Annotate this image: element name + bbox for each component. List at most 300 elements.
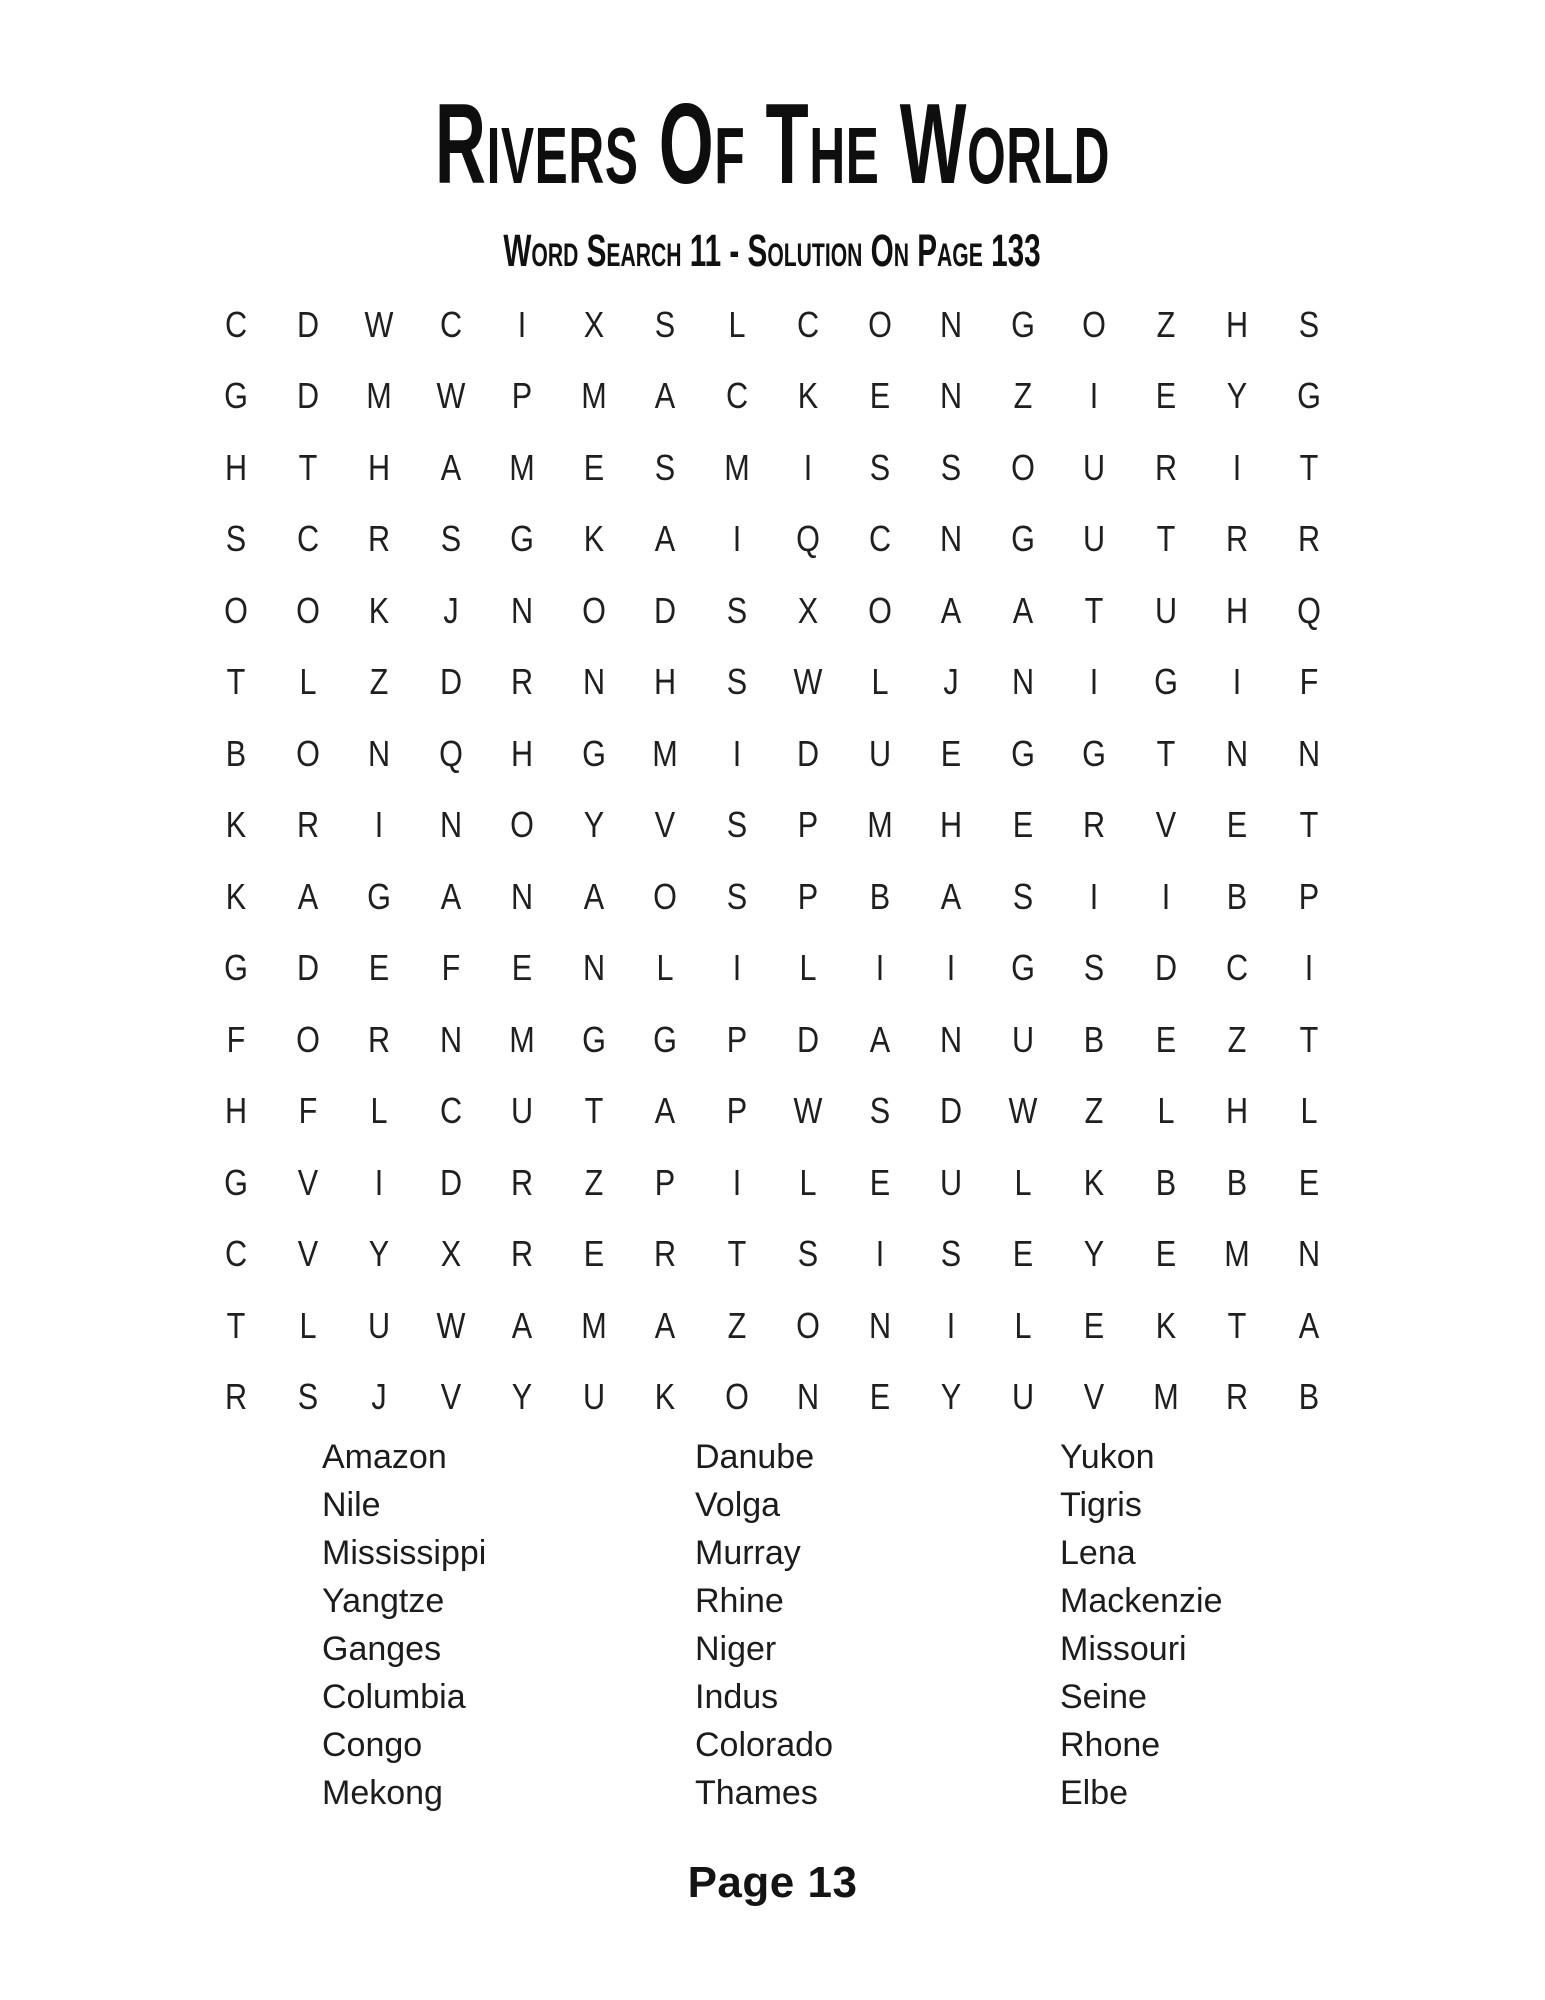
grid-cell xyxy=(987,504,1059,576)
grid-letter: S xyxy=(726,804,747,846)
grid-cell xyxy=(201,1076,273,1148)
grid-cell xyxy=(415,504,487,576)
grid-cell xyxy=(1202,432,1274,504)
word-item: Danube xyxy=(695,1438,815,1476)
grid-cell xyxy=(916,1076,988,1148)
grid-cell xyxy=(1202,1362,1274,1434)
grid-cell xyxy=(487,861,559,933)
grid-cell xyxy=(487,718,559,790)
grid-cell xyxy=(701,361,773,433)
word-item: Niger xyxy=(695,1630,777,1668)
grid-cell xyxy=(558,289,630,361)
grid-letter: J xyxy=(443,589,459,631)
grid-cell xyxy=(558,504,630,576)
grid-letter: E xyxy=(1227,804,1248,846)
grid-letter: T xyxy=(1299,804,1319,846)
grid-letter: X xyxy=(440,1233,461,1275)
grid-letter: Y xyxy=(369,1233,390,1275)
grid-cell xyxy=(201,575,273,647)
grid-cell xyxy=(630,718,702,790)
grid-letter: C xyxy=(439,1090,462,1132)
word-item: Murray xyxy=(695,1534,801,1572)
grid-cell xyxy=(630,289,702,361)
word-item: Elbe xyxy=(1060,1774,1129,1812)
grid-letter: E xyxy=(1155,1233,1176,1275)
grid-letter: L xyxy=(299,1304,317,1346)
grid-cell xyxy=(1202,933,1274,1005)
grid-letter: O xyxy=(724,1376,749,1418)
word-list-column-3 xyxy=(1060,1433,1223,1817)
grid-cell xyxy=(487,1004,559,1076)
grid-cell xyxy=(558,861,630,933)
grid-cell xyxy=(1273,1362,1345,1434)
word-search-grid xyxy=(0,289,1545,1433)
grid-letter: A xyxy=(440,446,461,488)
grid-letter: R xyxy=(1226,518,1249,560)
grid-cell xyxy=(487,575,559,647)
grid-cell xyxy=(1059,861,1131,933)
grid-letter: N xyxy=(1011,661,1034,703)
grid-letter: R xyxy=(1083,804,1106,846)
grid-letter: G xyxy=(1010,518,1035,560)
grid-letter: G xyxy=(1153,661,1178,703)
grid-cell xyxy=(1130,1004,1202,1076)
grid-cell xyxy=(844,504,916,576)
grid-letter: A xyxy=(655,1304,676,1346)
footer xyxy=(0,1858,1545,1907)
grid-cell xyxy=(487,1290,559,1362)
grid-cell xyxy=(701,1219,773,1291)
grid-cell xyxy=(1273,790,1345,862)
grid-cell xyxy=(630,504,702,576)
grid-letter: T xyxy=(727,1233,747,1275)
grid-cell xyxy=(558,432,630,504)
grid-letter: U xyxy=(1083,446,1106,488)
grid-letter: N xyxy=(1226,732,1249,774)
grid-letter: K xyxy=(226,804,247,846)
grid-letter: S xyxy=(655,446,676,488)
grid-cell xyxy=(630,1219,702,1291)
grid-letter: N xyxy=(868,1304,891,1346)
grid-letter: U xyxy=(1083,518,1106,560)
grid-letter: I xyxy=(803,446,813,488)
grid-cell xyxy=(1059,1004,1131,1076)
grid-letter: H xyxy=(1226,589,1249,631)
grid-letter: U xyxy=(1011,1376,1034,1418)
grid-cell xyxy=(987,575,1059,647)
grid-letter: N xyxy=(940,303,963,345)
grid-letter: S xyxy=(726,875,747,917)
grid-cell xyxy=(1202,1290,1274,1362)
word-item: Yukon xyxy=(1060,1438,1155,1476)
word-item: Columbia xyxy=(322,1678,466,1716)
grid-cell xyxy=(1202,1147,1274,1219)
grid-letter: P xyxy=(655,1161,676,1203)
grid-letter: N xyxy=(439,1018,462,1060)
grid-letter: O xyxy=(867,303,892,345)
grid-letter: B xyxy=(869,875,890,917)
grid-cell xyxy=(1059,1147,1131,1219)
grid-cell xyxy=(773,1362,845,1434)
grid-cell xyxy=(987,1362,1059,1434)
grid-letter: I xyxy=(946,947,956,989)
grid-cell xyxy=(987,361,1059,433)
grid-letter: P xyxy=(798,804,819,846)
grid-letter: S xyxy=(440,518,461,560)
grid-letter: D xyxy=(439,1161,462,1203)
grid-cell xyxy=(344,647,416,719)
grid-letter: E xyxy=(1012,1233,1033,1275)
grid-letter: U xyxy=(1011,1018,1034,1060)
grid-letter: S xyxy=(869,1090,890,1132)
grid-letter: I xyxy=(875,947,884,989)
grid-cell xyxy=(201,432,273,504)
grid-cell xyxy=(1273,289,1345,361)
grid-letter: Z xyxy=(1156,303,1176,345)
grid-cell xyxy=(415,289,487,361)
grid-cell xyxy=(844,1362,916,1434)
grid-letter: U xyxy=(1154,589,1177,631)
grid-letter: C xyxy=(439,303,462,345)
grid-letter: N xyxy=(940,518,963,560)
grid-cell xyxy=(987,933,1059,1005)
grid-letter: A xyxy=(1298,1304,1319,1346)
grid-letter: V xyxy=(297,1233,318,1275)
grid-cell xyxy=(844,575,916,647)
grid-letter: W xyxy=(436,375,466,417)
grid-letter: P xyxy=(1298,875,1319,917)
grid-letter: R xyxy=(654,1233,677,1275)
grid-letter: O xyxy=(224,589,249,631)
grid-cell xyxy=(272,289,344,361)
grid-letter: N xyxy=(439,804,462,846)
grid-letter: E xyxy=(869,1161,890,1203)
grid-letter: L xyxy=(1014,1304,1032,1346)
grid-letter: C xyxy=(1226,947,1249,989)
word-list xyxy=(0,1433,1545,1817)
grid-cell xyxy=(558,647,630,719)
grid-letter: M xyxy=(366,375,392,417)
grid-cell xyxy=(987,861,1059,933)
grid-letter: Q xyxy=(1296,589,1321,631)
grid-cell xyxy=(558,575,630,647)
grid-cell xyxy=(415,1290,487,1362)
word-item: Nile xyxy=(322,1486,381,1524)
grid-letter: G xyxy=(1010,303,1035,345)
grid-cell xyxy=(201,1147,273,1219)
grid-cell xyxy=(558,1076,630,1148)
grid-cell xyxy=(272,718,344,790)
grid-cell xyxy=(201,933,273,1005)
grid-cell xyxy=(1202,790,1274,862)
grid-letter: A xyxy=(655,518,676,560)
grid-cell xyxy=(701,861,773,933)
grid-cell xyxy=(773,504,845,576)
grid-cell xyxy=(701,575,773,647)
word-item: Mackenzie xyxy=(1060,1582,1223,1620)
grid-letter: Z xyxy=(369,661,389,703)
grid-cell xyxy=(487,361,559,433)
grid-letter: D xyxy=(296,303,319,345)
grid-letter: B xyxy=(226,732,247,774)
grid-letter: R xyxy=(511,661,534,703)
word-item: Congo xyxy=(322,1726,423,1764)
grid-letter: N xyxy=(511,589,534,631)
grid-cell xyxy=(701,504,773,576)
grid-cell xyxy=(1059,1076,1131,1148)
grid-letter: Y xyxy=(1084,1233,1105,1275)
grid-letter: I xyxy=(1161,875,1170,917)
grid-cell xyxy=(916,1147,988,1219)
grid-cell xyxy=(1130,1219,1202,1291)
grid-cell xyxy=(201,718,273,790)
grid-cell xyxy=(1273,861,1345,933)
grid-letter: O xyxy=(1082,303,1107,345)
grid-cell xyxy=(272,361,344,433)
grid-cell xyxy=(987,432,1059,504)
grid-letter: S xyxy=(1084,947,1105,989)
grid-letter: Q xyxy=(438,732,463,774)
word-item: Amazon xyxy=(322,1438,447,1476)
grid-letter: E xyxy=(512,947,533,989)
grid-letter: T xyxy=(298,446,318,488)
grid-letter: I xyxy=(1089,375,1099,417)
grid-letter: W xyxy=(793,1090,823,1132)
word-item: Missouri xyxy=(1060,1630,1187,1668)
grid-letter: M xyxy=(581,375,607,417)
grid-cell xyxy=(1130,647,1202,719)
grid-letter: M xyxy=(724,446,750,488)
grid-cell xyxy=(558,361,630,433)
grid-letter: C xyxy=(797,303,820,345)
grid-letter: H xyxy=(654,661,677,703)
grid-cell xyxy=(916,1004,988,1076)
grid-cell xyxy=(1202,1004,1274,1076)
grid-letter: B xyxy=(1155,1161,1176,1203)
grid-letter: U xyxy=(511,1090,534,1132)
grid-cell xyxy=(987,1290,1059,1362)
grid-letter: S xyxy=(726,661,747,703)
word-item: Rhone xyxy=(1060,1726,1161,1764)
grid-letter: S xyxy=(226,518,247,560)
grid-cell xyxy=(773,790,845,862)
grid-letter: E xyxy=(583,1233,604,1275)
grid-letter: G xyxy=(653,1018,678,1060)
grid-cell xyxy=(916,1290,988,1362)
grid-letter: S xyxy=(726,589,747,631)
grid-letter: T xyxy=(584,1090,604,1132)
grid-cell xyxy=(773,289,845,361)
grid-cell xyxy=(1059,361,1131,433)
grid-letter: K xyxy=(1155,1304,1176,1346)
grid-letter: G xyxy=(1296,375,1321,417)
grid-letter: Z xyxy=(1084,1090,1104,1132)
grid-cell xyxy=(630,575,702,647)
grid-letter: S xyxy=(655,303,676,345)
page-title-text: Rivers Of The World xyxy=(434,81,1111,208)
grid-cell xyxy=(1130,289,1202,361)
grid-letter: F xyxy=(441,947,461,989)
grid-cell xyxy=(201,1362,273,1434)
grid-cell xyxy=(487,1076,559,1148)
grid-letter: V xyxy=(440,1376,461,1418)
grid-letter: I xyxy=(875,1233,884,1275)
grid-cell xyxy=(1130,1147,1202,1219)
grid-letter: H xyxy=(368,446,391,488)
grid-cell xyxy=(1059,1290,1131,1362)
grid-letter: R xyxy=(1154,446,1177,488)
grid-cell xyxy=(844,1147,916,1219)
grid-letter: E xyxy=(1155,375,1176,417)
grid-letter: A xyxy=(583,875,604,917)
grid-cell xyxy=(844,289,916,361)
grid-cell xyxy=(773,647,845,719)
grid-cell xyxy=(701,289,773,361)
grid-cell xyxy=(487,647,559,719)
grid-cell xyxy=(1273,361,1345,433)
grid-cell xyxy=(1202,289,1274,361)
grid-cell xyxy=(630,432,702,504)
grid-letter: U xyxy=(368,1304,391,1346)
grid-letter: O xyxy=(510,804,535,846)
grid-letter: A xyxy=(440,875,461,917)
grid-letter: D xyxy=(296,375,319,417)
grid-cell xyxy=(844,1219,916,1291)
grid-cell xyxy=(415,790,487,862)
grid-cell xyxy=(344,289,416,361)
grid-cell xyxy=(844,647,916,719)
grid-cell xyxy=(344,1219,416,1291)
grid-cell xyxy=(1059,575,1131,647)
grid-cell xyxy=(1130,861,1202,933)
grid-cell xyxy=(415,1004,487,1076)
grid-letter: E xyxy=(941,732,962,774)
grid-letter: N xyxy=(1297,1233,1320,1275)
grid-cell xyxy=(272,575,344,647)
grid-cell xyxy=(487,504,559,576)
grid-letter: I xyxy=(1089,661,1099,703)
grid-cell xyxy=(844,933,916,1005)
grid-letter: H xyxy=(225,1090,248,1132)
grid-cell xyxy=(844,1076,916,1148)
grid-cell xyxy=(272,1362,344,1434)
grid-letter: T xyxy=(226,1304,246,1346)
grid-cell xyxy=(1202,861,1274,933)
grid-letter: S xyxy=(1012,875,1033,917)
grid-letter: Y xyxy=(512,1376,533,1418)
grid-cell xyxy=(916,289,988,361)
grid-letter: R xyxy=(511,1161,534,1203)
grid-letter: N xyxy=(511,875,534,917)
page-subtitle xyxy=(0,225,1545,276)
grid-cell xyxy=(773,1219,845,1291)
grid-letter: Y xyxy=(583,804,604,846)
grid-letter: M xyxy=(581,1304,607,1346)
word-item: Seine xyxy=(1060,1678,1147,1716)
grid-cell xyxy=(1130,432,1202,504)
grid-letter: V xyxy=(1084,1376,1105,1418)
grid-letter: C xyxy=(725,375,748,417)
grid-letter: W xyxy=(1008,1090,1038,1132)
word-item: Mekong xyxy=(322,1774,443,1812)
grid-cell xyxy=(630,1290,702,1362)
grid-cell xyxy=(1202,647,1274,719)
grid-letter: A xyxy=(941,589,962,631)
grid-cell xyxy=(344,361,416,433)
grid-letter: L xyxy=(1157,1090,1175,1132)
grid-letter: M xyxy=(652,732,678,774)
grid-cell xyxy=(415,1147,487,1219)
grid-cell xyxy=(630,647,702,719)
grid-letter: X xyxy=(798,589,819,631)
grid-letter: D xyxy=(797,1018,820,1060)
grid-cell xyxy=(415,1219,487,1291)
grid-letter: I xyxy=(1089,875,1099,917)
grid-cell xyxy=(630,1362,702,1434)
grid-cell xyxy=(201,361,273,433)
grid-letter: Z xyxy=(584,1161,604,1203)
grid-letter: R xyxy=(1226,1376,1249,1418)
grid-cell xyxy=(916,1219,988,1291)
grid-letter: K xyxy=(369,589,390,631)
grid-cell xyxy=(987,647,1059,719)
word-list-column-2 xyxy=(695,1433,1060,1817)
grid-letter: L xyxy=(799,947,817,989)
grid-cell xyxy=(272,504,344,576)
grid-cell xyxy=(916,861,988,933)
grid-cell xyxy=(415,361,487,433)
grid-letter: M xyxy=(509,446,535,488)
grid-letter: G xyxy=(510,518,535,560)
grid-letter: O xyxy=(653,875,678,917)
grid-cell xyxy=(1202,1076,1274,1148)
grid-cell xyxy=(701,432,773,504)
grid-letter: O xyxy=(581,589,606,631)
grid-cell xyxy=(487,432,559,504)
grid-letter: R xyxy=(1297,518,1320,560)
grid-cell xyxy=(201,1219,273,1291)
grid-letter: A xyxy=(655,1090,676,1132)
grid-letter: R xyxy=(296,804,319,846)
grid-letter: I xyxy=(374,1161,384,1203)
grid-cell xyxy=(987,1004,1059,1076)
grid-cell xyxy=(844,1004,916,1076)
grid-cell xyxy=(344,504,416,576)
grid-letter: Q xyxy=(796,518,821,560)
grid-cell xyxy=(844,1290,916,1362)
grid-cell xyxy=(1202,361,1274,433)
grid-cell xyxy=(415,647,487,719)
grid-letter: K xyxy=(798,375,819,417)
grid-cell xyxy=(701,1362,773,1434)
grid-letter: Y xyxy=(1227,375,1248,417)
grid-cell xyxy=(1273,432,1345,504)
grid-cell xyxy=(1273,1219,1345,1291)
grid-cell xyxy=(844,718,916,790)
grid-cell xyxy=(773,1076,845,1148)
grid-letter: H xyxy=(1226,303,1249,345)
grid-letter: E xyxy=(1012,804,1033,846)
grid-letter: E xyxy=(1155,1018,1176,1060)
grid-letter: P xyxy=(726,1018,747,1060)
grid-cell xyxy=(773,1290,845,1362)
grid-letter: A xyxy=(941,875,962,917)
grid-cell xyxy=(987,718,1059,790)
grid-letter: R xyxy=(368,518,391,560)
grid-cell xyxy=(415,718,487,790)
grid-letter: H xyxy=(1226,1090,1249,1132)
grid-letter: A xyxy=(512,1304,533,1346)
